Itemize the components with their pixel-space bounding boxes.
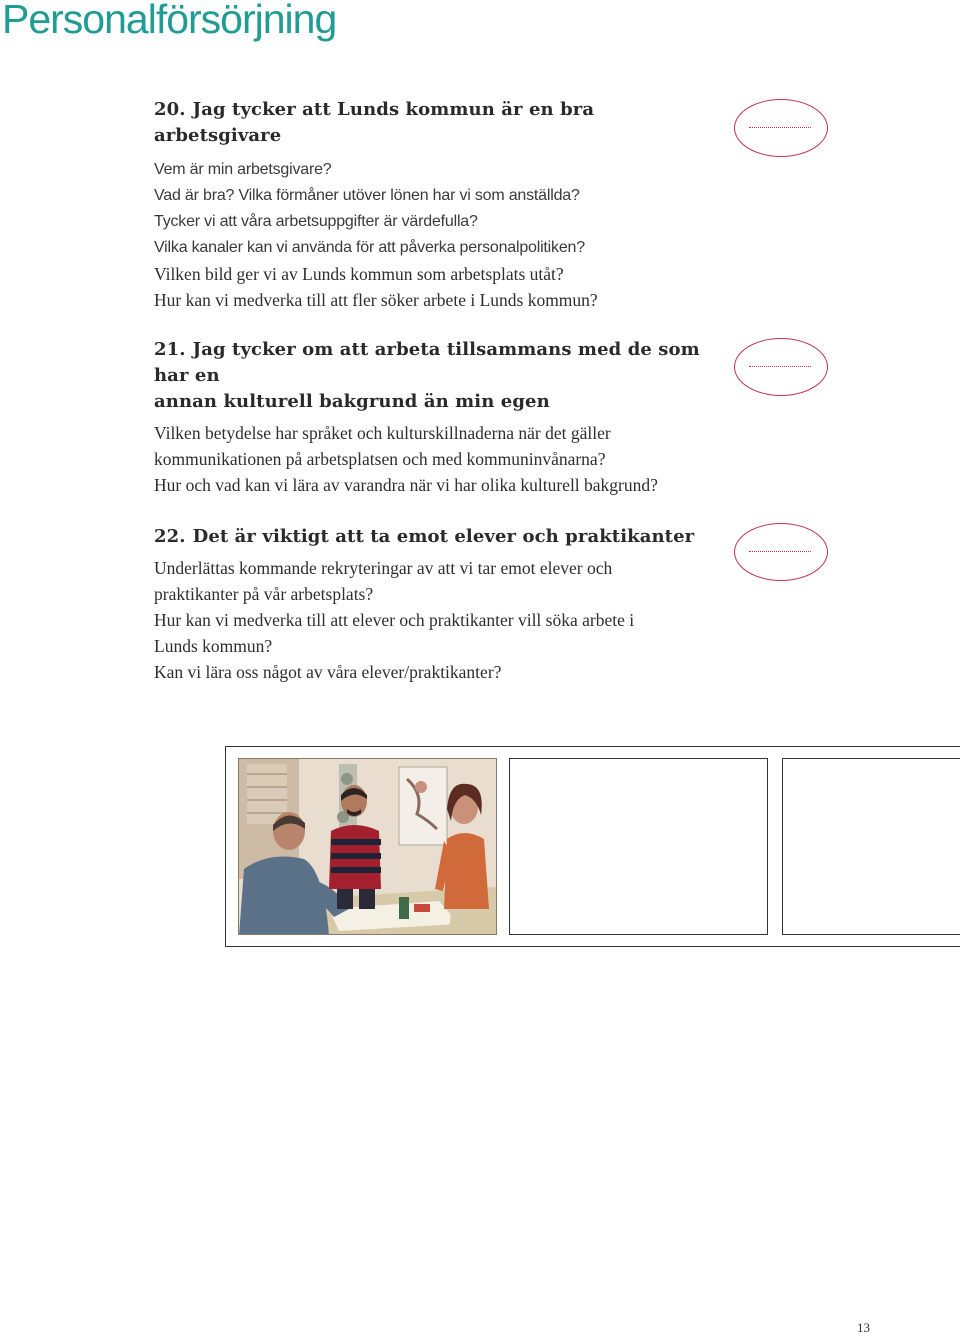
question-item: Vad är bra? Vilka förmåner utöver lönen har vi som anställda? [154, 187, 580, 204]
question-item: Underlättas kommande rekryteringar av att vi tar emot elever och [154, 558, 613, 578]
rating-dotted-line [749, 551, 811, 552]
office-meeting-photo [238, 758, 497, 935]
section-number: 22. [154, 526, 186, 547]
section-20 [154, 97, 714, 313]
question-item: Lunds kommun? [154, 636, 273, 656]
question-item: Vem är min arbetsgivare? [154, 161, 332, 178]
question-item: Hur och vad kan vi lära av varandra när vi har olika kulturell bakgrund? [154, 475, 658, 495]
question-list [154, 420, 714, 498]
rating-dotted-line [749, 366, 811, 367]
empty-photo-frame [509, 758, 768, 935]
section-heading-text: Jag tycker att Lunds kommun är en bra arbetsgivare [154, 99, 595, 146]
section-number: 21. [154, 339, 186, 360]
section-heading [154, 97, 714, 149]
question-item: Tycker vi att våra arbetsuppgifter är värdefulla? [154, 213, 478, 230]
question-item: praktikanter på vår arbetsplats? [154, 584, 374, 604]
page-number: 13 [857, 1320, 870, 1335]
page-title: Personalförsörjning [2, 0, 337, 42]
rating-circle-icon[interactable] [734, 99, 828, 157]
question-list [154, 157, 714, 313]
question-item: Kan vi lära oss något av våra elever/praktikanter? [154, 662, 502, 682]
question-item: Vilken bild ger vi av Lunds kommun som arbetsplats utåt? [154, 264, 564, 284]
question-item: Vilka kanaler kan vi använda för att påverka personalpolitiken? [154, 239, 585, 256]
section-heading [154, 337, 714, 415]
section-heading-text: Jag tycker om att arbeta tillsammans med de som har en [154, 339, 700, 386]
section-number: 20. [154, 99, 186, 120]
question-list [154, 555, 714, 685]
rating-circle-icon[interactable] [734, 338, 828, 396]
question-item: kommunikationen på arbetsplatsen och med kommuninvånarna? [154, 449, 606, 469]
section-22 [154, 524, 714, 685]
section-heading-text: Det är viktigt att ta emot elever och praktikanter [192, 526, 695, 547]
section-heading [154, 524, 714, 550]
section-heading-text: annan kulturell bakgrund än min egen [154, 391, 550, 412]
question-item: Hur kan vi medverka till att fler söker arbete i Lunds kommun? [154, 290, 598, 310]
section-21 [154, 337, 714, 498]
question-item: Hur kan vi medverka till att elever och praktikanter vill söka arbete i [154, 610, 635, 630]
question-item: Vilken betydelse har språket och kulturskillnaderna när det gäller [154, 423, 611, 443]
rating-dotted-line [749, 127, 811, 128]
rating-circle-icon[interactable] [734, 523, 828, 581]
empty-photo-frame [782, 758, 960, 935]
